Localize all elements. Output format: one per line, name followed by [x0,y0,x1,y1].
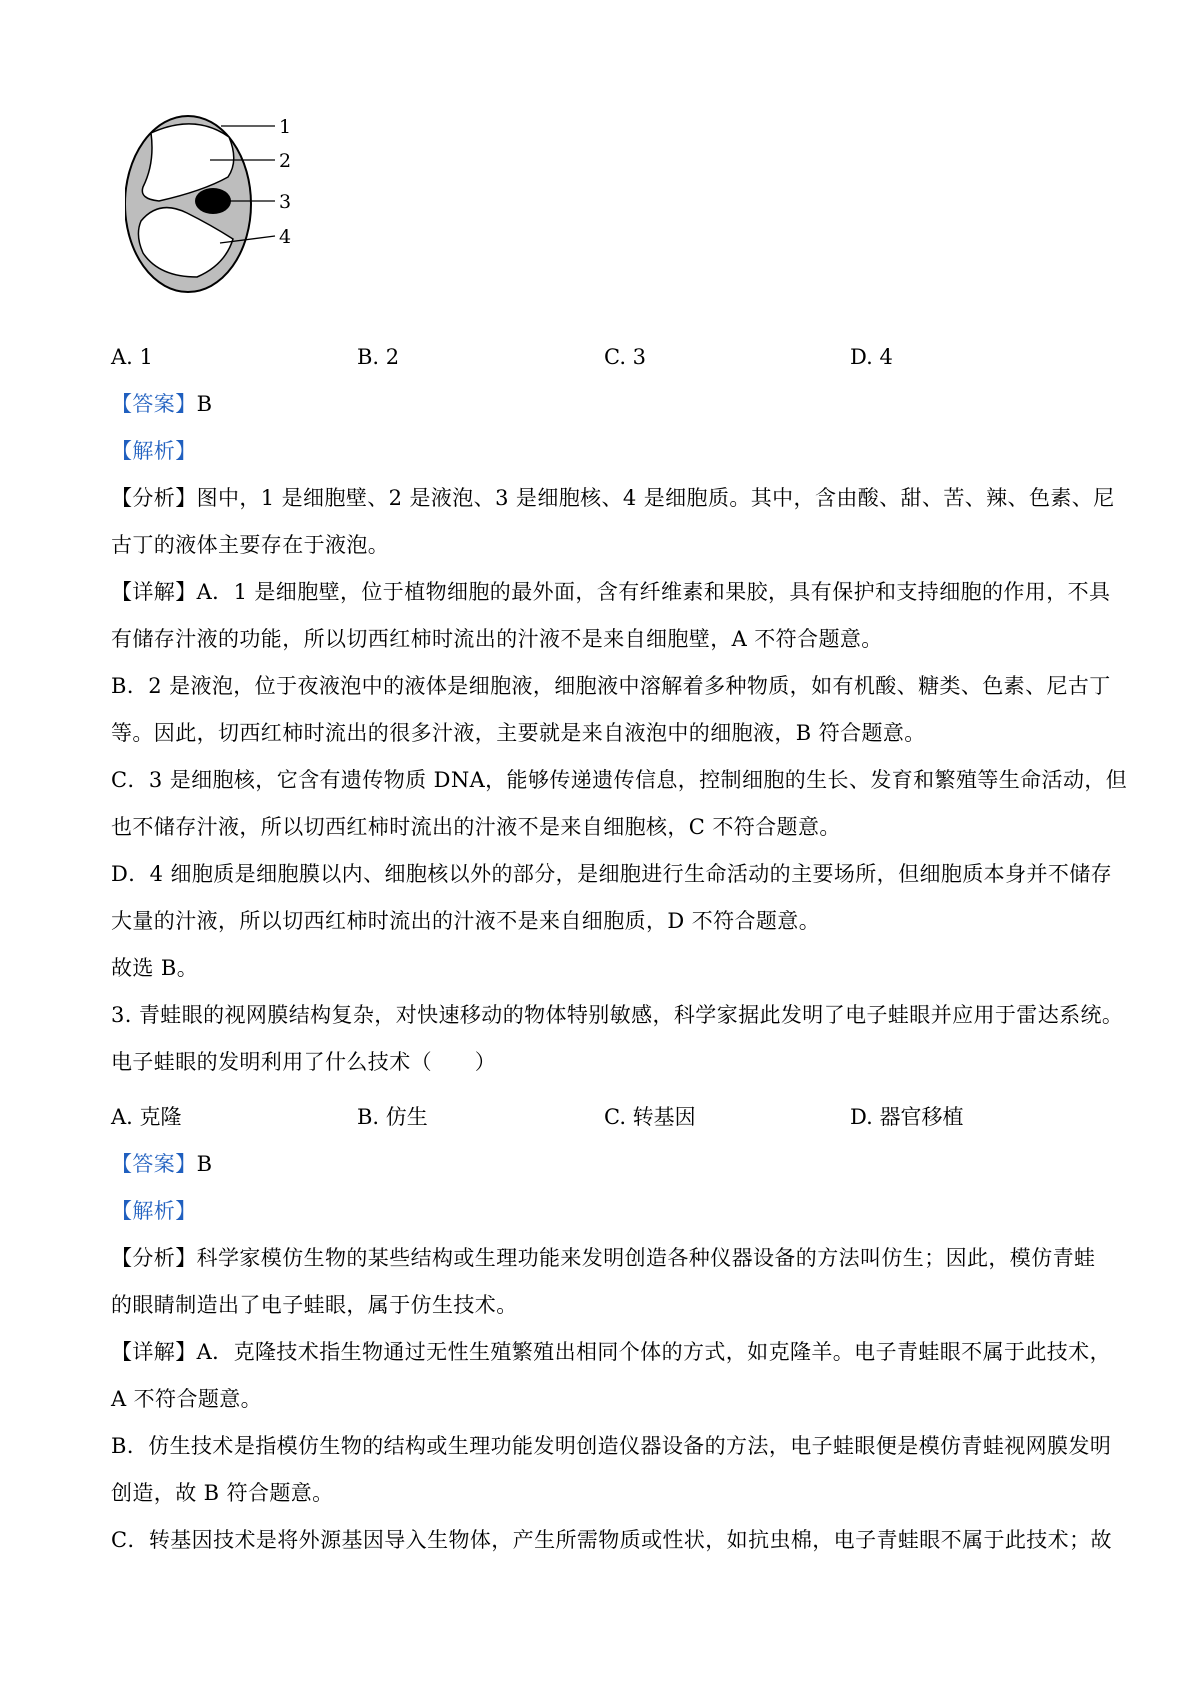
fenxi-text: 图中，1 是细胞壁、2 是液泡、3 是细胞核、4 是细胞质。其中，含由酸、甜、苦、辣、色素、尼 [196,486,1115,510]
answer-value: B [196,392,213,416]
answer-value: B [196,1152,213,1176]
q3-option-c: C. 转基因 [604,1105,696,1129]
q3-option-a: A. 克隆 [111,1105,182,1129]
q3-detail-b-line-2: 创造，故 B 符合题意。 [111,1481,334,1505]
q3-analysis-heading [111,1197,197,1225]
answer-tag: 【答案】 [111,1152,197,1176]
q3-option-b: B. 仿生 [357,1105,428,1129]
q3-stem-line-1: 3. 青蛙眼的视网膜结构复杂，对快速移动的物体特别敏感，科学家据此发明了电子蛙眼并应用于雷达系统。 [111,1003,1124,1027]
nucleus [195,188,231,214]
q3-fenxi-line-1 [111,1244,1095,1272]
label-2: 2 [279,150,292,172]
q2-option-b: B. 2 [357,345,400,369]
xiangjie-tag: 【详解】 [111,580,197,604]
q3-detail-a-line-1 [111,1338,1111,1366]
q2-option-c: C. 3 [604,345,647,369]
label-4: 4 [279,226,292,248]
q2-detail-b-line-2: 等。因此，切西红柿时流出的很多汁液，主要就是来自液泡中的细胞液，B 符合题意。 [111,721,926,745]
q3-option-d: D. 器官移植 [850,1105,964,1129]
q3-answer [111,1150,212,1178]
label-1: 1 [279,116,292,138]
xiangjie-tag: 【详解】 [111,1340,197,1364]
label-3: 3 [279,191,292,213]
q2-detail-d-line-2: 大量的汁液，所以切西红柿时流出的汁液不是来自细胞质，D 不符合题意。 [111,909,821,933]
q2-conclusion: 故选 B。 [111,956,199,980]
detail-text: A．克隆技术指生物通过无性生殖繁殖出相同个体的方式，如克隆羊。电子青蛙眼不属于此技术， [196,1340,1111,1364]
q3-fenxi-line-2: 的眼睛制造出了电子蛙眼，属于仿生技术。 [111,1293,518,1317]
q2-option-a: A. 1 [111,345,153,369]
q2-detail-d-line-1: D．4 细胞质是细胞膜以内、细胞核以外的部分，是细胞进行生命活动的主要场所，但细胞质本身并不储存 [111,862,1113,886]
q2-fenxi-line-1 [111,484,1115,512]
fenxi-text: 科学家模仿生物的某些结构或生理功能来发明创造各种仪器设备的方法叫仿生；因此，模仿青蛙 [196,1246,1096,1270]
fenxi-tag: 【分析】 [111,1246,197,1270]
analysis-tag: 【解析】 [111,439,197,463]
q2-detail-a-line-2: 有储存汁液的功能，所以切西红柿时流出的汁液不是来自细胞壁，A 不符合题意。 [111,627,883,651]
q2-fenxi-line-2: 古丁的液体主要存在于液泡。 [111,533,390,557]
q3-detail-b-line-1: B．仿生技术是指模仿生物的结构或生理功能发明创造仪器设备的方法，电子蛙眼便是模仿青蛙视网膜发明 [111,1434,1112,1458]
analysis-tag: 【解析】 [111,1199,197,1223]
plant-cell-diagram [125,115,325,300]
q3-detail-c-line-1: C．转基因技术是将外源基因导入生物体，产生所需物质或性状，如抗虫棉，电子青蛙眼不属于此技术；故 [111,1528,1112,1552]
q2-answer [111,390,212,418]
q2-detail-c-line-2: 也不储存汁液，所以切西红柿时流出的汁液不是来自细胞核，C 不符合题意。 [111,815,841,839]
q2-analysis-heading [111,437,197,465]
q2-detail-c-line-1: C．3 是细胞核，它含有遗传物质 DNA，能够传递遗传信息，控制细胞的生长、发育和繁殖等生命活动，但 [111,768,1128,792]
q3-detail-a-line-2: A 不符合题意。 [111,1387,263,1411]
answer-tag: 【答案】 [111,392,197,416]
q2-detail-a-line-1 [111,578,1110,606]
q3-stem-line-2: 电子蛙眼的发明利用了什么技术（ ） [111,1050,497,1074]
detail-text: A．1 是细胞壁，位于植物细胞的最外面，含有纤维素和果胶，具有保护和支持细胞的作用，不具 [196,580,1111,604]
q2-option-d: D. 4 [850,345,893,369]
fenxi-tag: 【分析】 [111,486,197,510]
q2-detail-b-line-1: B．2 是液泡，位于夜液泡中的液体是细胞液，细胞液中溶解着多种物质，如有机酸、糖类、色素、尼古丁 [111,674,1111,698]
